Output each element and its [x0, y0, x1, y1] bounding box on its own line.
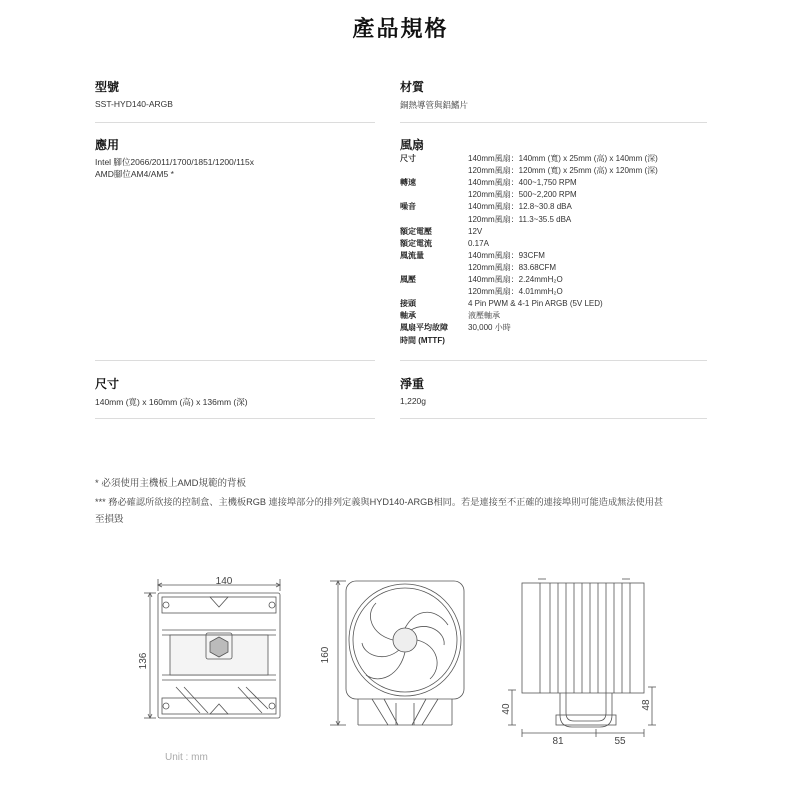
- fan-spec-label: 軸承: [400, 311, 416, 321]
- front-height-label: 136: [138, 652, 149, 670]
- fan-spec-value: 120mm風扇：120mm (寬) x 25mm (高) x 120mm (深): [468, 166, 658, 176]
- fan-spec-label: 尺寸: [400, 154, 416, 163]
- fan-spec-value: 4 Pin PWM & 4-1 Pin ARGB (5V LED): [468, 299, 603, 309]
- profile-bottom-right-label: 55: [614, 736, 626, 747]
- fan-spec-value: 120mm風扇：83.68CFM: [468, 262, 557, 272]
- fan-spec-label: 風壓: [400, 275, 416, 284]
- unit-label: Unit : mm: [165, 752, 208, 763]
- fan-heading: 風扇: [400, 138, 425, 152]
- side-height-label: 160: [320, 646, 331, 664]
- fan-spec-value: 140mm風扇：12.8~30.8 dBA: [468, 202, 572, 212]
- divider: [400, 122, 707, 123]
- fan-spec-label: 額定電流: [400, 238, 432, 248]
- fan-spec-value: 140mm風扇：400~1,750 RPM: [468, 178, 577, 188]
- fan-spec-value: 140mm風扇：2.24mmH₂O: [468, 275, 563, 284]
- dimension-heading: 尺寸: [95, 377, 120, 391]
- application-heading: 應用: [95, 138, 120, 152]
- fan-spec-value: 120mm風扇：500~2,200 RPM: [468, 190, 577, 200]
- fan-spec-label: 風扇平均故障: [400, 323, 448, 333]
- fan-spec-label: 接頭: [400, 299, 416, 309]
- divider: [400, 418, 707, 419]
- divider: [95, 418, 375, 419]
- fan-spec-value: 120mm風扇：4.01mmH₂O: [468, 287, 563, 297]
- weight-heading: 淨重: [400, 377, 425, 391]
- application-line-1: Intel 腳位2066/2011/1700/1851/1200/115x: [95, 157, 254, 167]
- page-title: 產品規格: [352, 16, 449, 41]
- fan-spec-label: 時間 (MTTF): [400, 335, 445, 345]
- material-value: 銅熱導管與鋁鰭片: [400, 100, 469, 110]
- fan-spec-label: 額定電壓: [400, 226, 432, 236]
- side-view-drawing: [318, 575, 478, 735]
- fan-spec-value: 0.17A: [468, 238, 489, 248]
- front-view-drawing: [140, 575, 300, 735]
- note-amd-backplate: * 必須使用主機板上AMD規範的背板: [95, 478, 246, 489]
- material-heading: 材質: [400, 80, 425, 94]
- dimension-value: 140mm (寬) x 160mm (高) x 136mm (深): [95, 397, 248, 407]
- front-width-label: 140: [215, 576, 233, 587]
- note-rgb-line-2: 至損毀: [95, 514, 124, 525]
- model-value: SST-HYD140-ARGB: [95, 99, 173, 109]
- fan-spec-value: 140mm風扇：140mm (寬) x 25mm (高) x 140mm (深): [468, 154, 658, 163]
- divider: [400, 360, 707, 361]
- fan-spec-value: 140mm風扇：93CFM: [468, 250, 545, 260]
- profile-right-height-label: 48: [641, 699, 652, 711]
- fan-spec-value: 液壓軸承: [468, 311, 500, 321]
- fan-spec-value: 120mm風扇：11.3~35.5 dBA: [468, 214, 572, 224]
- fan-spec-value: 12V: [468, 226, 483, 236]
- divider: [95, 122, 375, 123]
- fan-spec-label: 風流量: [400, 250, 424, 260]
- profile-view-drawing: [500, 575, 670, 745]
- model-heading: 型號: [95, 80, 120, 94]
- note-rgb-line-1: *** 務必確認所欲接的控制盒、主機板RGB 連接埠部分的排列定義與HYD140-ARGB相同。若是連接至不正確的連接埠則可能造成無法使用甚: [95, 497, 664, 507]
- profile-left-height-label: 40: [501, 703, 512, 715]
- fan-spec-label: 轉速: [400, 178, 416, 188]
- profile-bottom-left-label: 81: [552, 736, 564, 747]
- divider: [95, 360, 375, 361]
- application-line-2: AMD腳位AM4/AM5 *: [95, 169, 174, 179]
- fan-spec-value: 30,000 小時: [468, 323, 511, 333]
- weight-value: 1,220g: [400, 396, 426, 406]
- fan-spec-label: 噪音: [400, 202, 416, 212]
